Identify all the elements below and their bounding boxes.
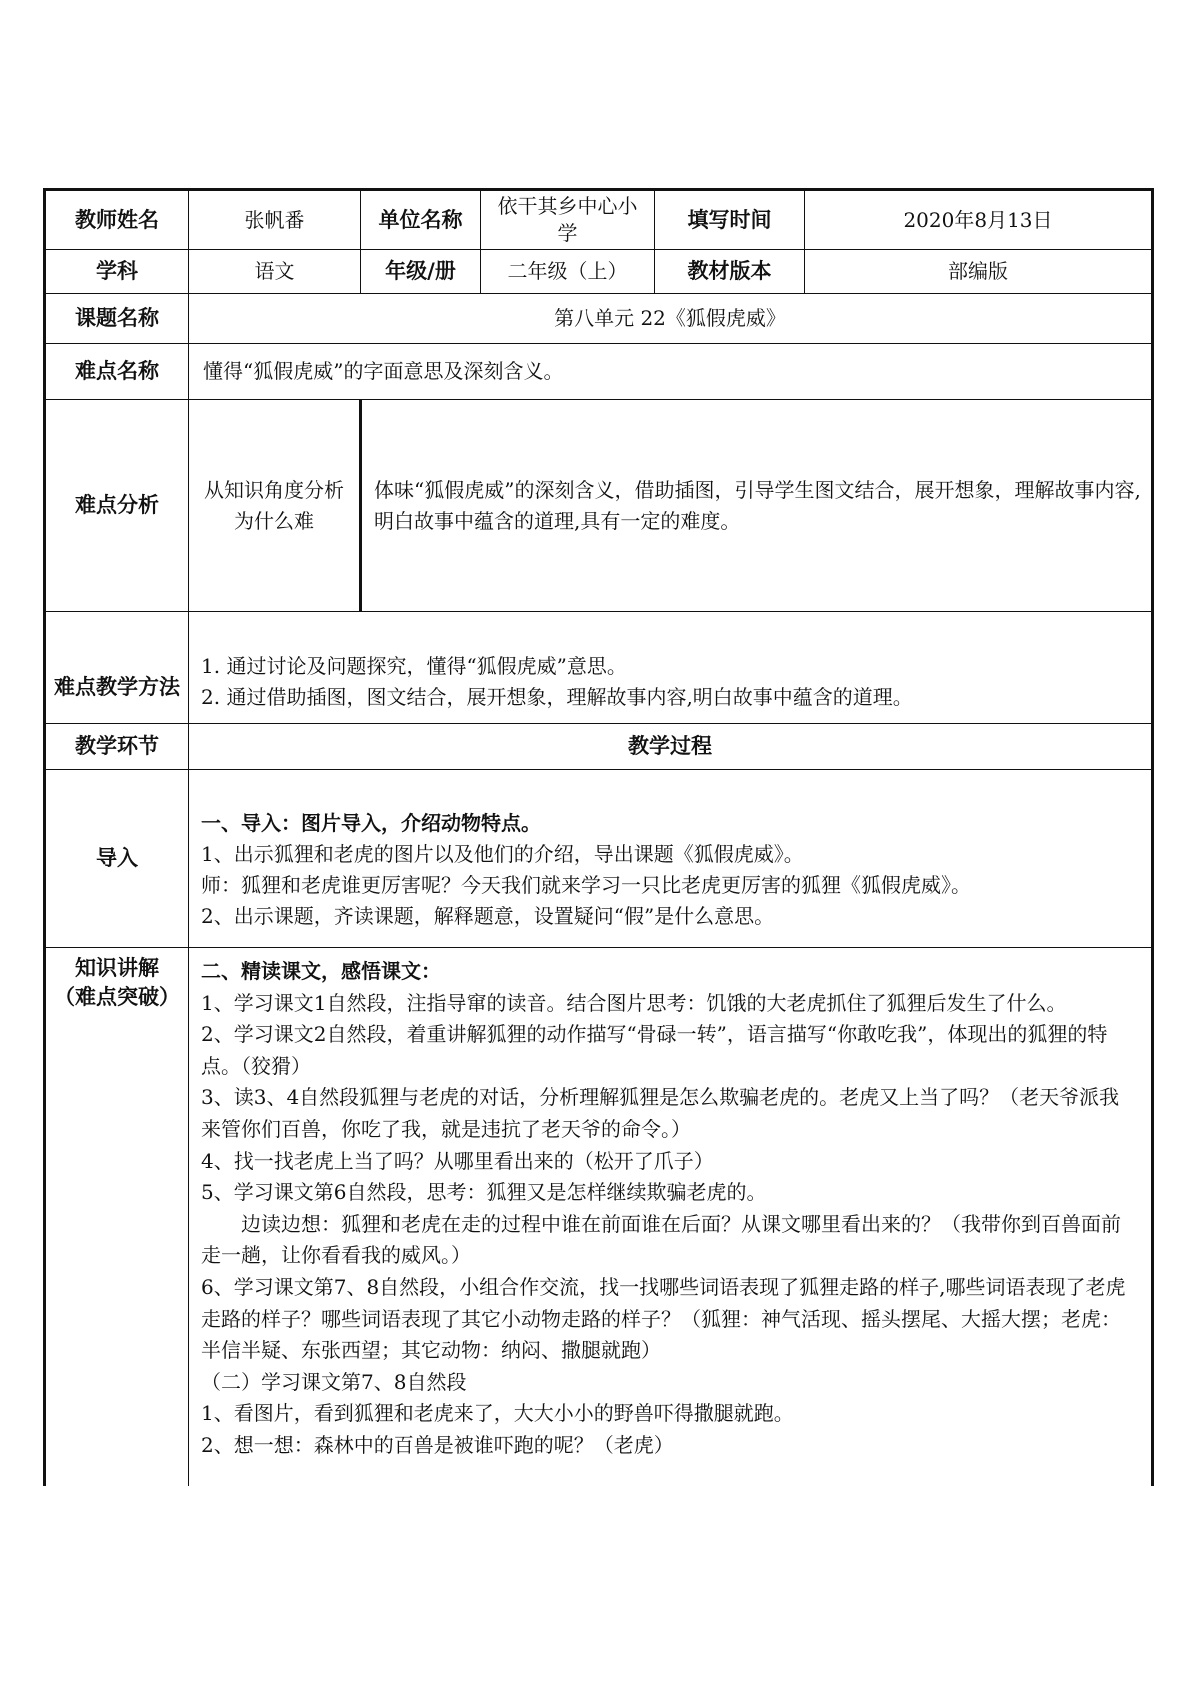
knowledge-line-5: 5、学习课文第6自然段，思考：狐狸又是怎样继续欺骗老虎的。 [201, 1180, 767, 1205]
topic-label: 课题名称 [45, 294, 189, 344]
knowledge-cell [189, 948, 1153, 1486]
grade-value: 二年级（上） [481, 250, 655, 294]
method-line-1: 1. 通过讨论及问题探究，懂得“狐假虎威”意思。 [201, 654, 627, 678]
teacher-label: 教师姓名 [45, 190, 189, 250]
intro-label: 导入 [45, 770, 189, 948]
stage-header: 教学环节 [45, 724, 189, 770]
method-row [45, 612, 1153, 724]
method-line-2: 2. 通过借助插图，图文结合，展开想象，理解故事内容,明白故事中蕴含的道理。 [201, 685, 913, 709]
header-row-1 [45, 190, 1153, 250]
intro-line-3: 2、出示课题，齐读课题，解释题意，设置疑问“假”是什么意思。 [201, 904, 775, 928]
analysis-label: 难点分析 [45, 400, 189, 612]
knowledge-line-1: 1、学习课文1自然段，注指导窜的读音。结合图片思考：饥饿的大老虎抓住了狐狸后发生了什么。 [201, 990, 1067, 1015]
knowledge-line-9: 1、看图片，看到狐狸和老虎来了，大大小小的野兽吓得撒腿就跑。 [201, 1401, 794, 1426]
knowledge-line-7: 6、学习课文第7、8自然段，小组合作交流，找一找哪些词语表现了狐狸走路的样子,哪些词语表现了老虎走路的样子？哪些词语表现了其它小动物走路的样子？（狐狸：神气活现、摇头摆尾、大摇大摆；老虎：半信半疑、东张西望；其它动物：纳闷、撒腿就跑） [201, 1274, 1126, 1363]
lesson-plan-table [43, 188, 1154, 1486]
edition-value: 部编版 [805, 250, 1153, 294]
subject-value: 语文 [189, 250, 361, 294]
subject-label: 学科 [45, 250, 189, 294]
knowledge-label-line-2: （难点突破） [54, 985, 180, 1010]
intro-line-2: 师：狐狸和老虎谁更厉害呢？今天我们就来学习一只比老虎更厉害的狐狸《狐假虎威》。 [201, 873, 971, 897]
knowledge-line-6: 边读边想：狐狸和老虎在走的过程中谁在前面谁在后面？从课文哪里看出来的？（我带你到百兽面前走一趟，让你看看我的威风。） [201, 1211, 1121, 1268]
method-cell [189, 612, 1153, 724]
intro-line-1: 1、出示狐狸和老虎的图片以及他们的介绍，导出课题《狐假虎威》。 [201, 842, 804, 866]
method-label: 难点教学方法 [45, 612, 189, 724]
difficulty-value: 懂得“狐假虎威”的字面意思及深刻含义。 [189, 344, 1153, 400]
topic-value: 第八单元 22《狐假虎威》 [189, 294, 1153, 344]
intro-cell [189, 770, 1153, 948]
knowledge-line-3: 3、读3、4自然段狐狸与老虎的对话，分析理解狐狸是怎么欺骗老虎的。老虎又上当了吗？（老天爷派我来管你们百兽，你吃了我，就是违抗了老天爷的命令。） [201, 1085, 1120, 1141]
teacher-value: 张帆番 [189, 190, 361, 250]
difficulty-label: 难点名称 [45, 344, 189, 400]
intro-heading: 一、导入：图片导入，介绍动物特点。 [201, 811, 541, 835]
difficulty-row [45, 344, 1153, 400]
process-header-row [45, 724, 1153, 770]
knowledge-line-4: 4、找一找老虎上当了吗？从哪里看出来的（松开了爪子） [201, 1148, 714, 1173]
grade-label: 年级/册 [361, 250, 481, 294]
unit-label: 单位名称 [361, 190, 481, 250]
analysis-text: 体味“狐假虎威”的深刻含义，借助插图，引导学生图文结合，展开想象，理解故事内容,明白故事中蕴含的道理,具有一定的难度。 [361, 400, 1153, 612]
analysis-row [45, 400, 1153, 612]
header-row-2 [45, 250, 1153, 294]
knowledge-label-line-1: 知识讲解 [75, 956, 159, 980]
date-label: 填写时间 [655, 190, 805, 250]
knowledge-heading: 二、精读课文，感悟课文： [201, 959, 441, 983]
edition-label: 教材版本 [655, 250, 805, 294]
knowledge-label [45, 948, 189, 1486]
knowledge-line-2: 2、学习课文2自然段，着重讲解狐狸的动作描写“骨碌一转”，语言描写“你敢吃我”，体现出的狐狸的特点。（狡猾） [201, 1022, 1108, 1078]
intro-row [45, 770, 1153, 948]
analysis-sub-label: 从知识角度分析为什么难 [189, 400, 361, 612]
knowledge-line-8: （二）学习课文第7、8自然段 [201, 1369, 467, 1394]
topic-row [45, 294, 1153, 344]
process-header: 教学过程 [189, 724, 1153, 770]
unit-value: 依干其乡中心小学 [481, 190, 655, 250]
lesson-plan-page [43, 188, 1151, 1486]
knowledge-line-10: 2、想一想：森林中的百兽是被谁吓跑的呢？（老虎） [201, 1432, 674, 1457]
date-value: 2020年8月13日 [805, 190, 1153, 250]
knowledge-row [45, 948, 1153, 1486]
